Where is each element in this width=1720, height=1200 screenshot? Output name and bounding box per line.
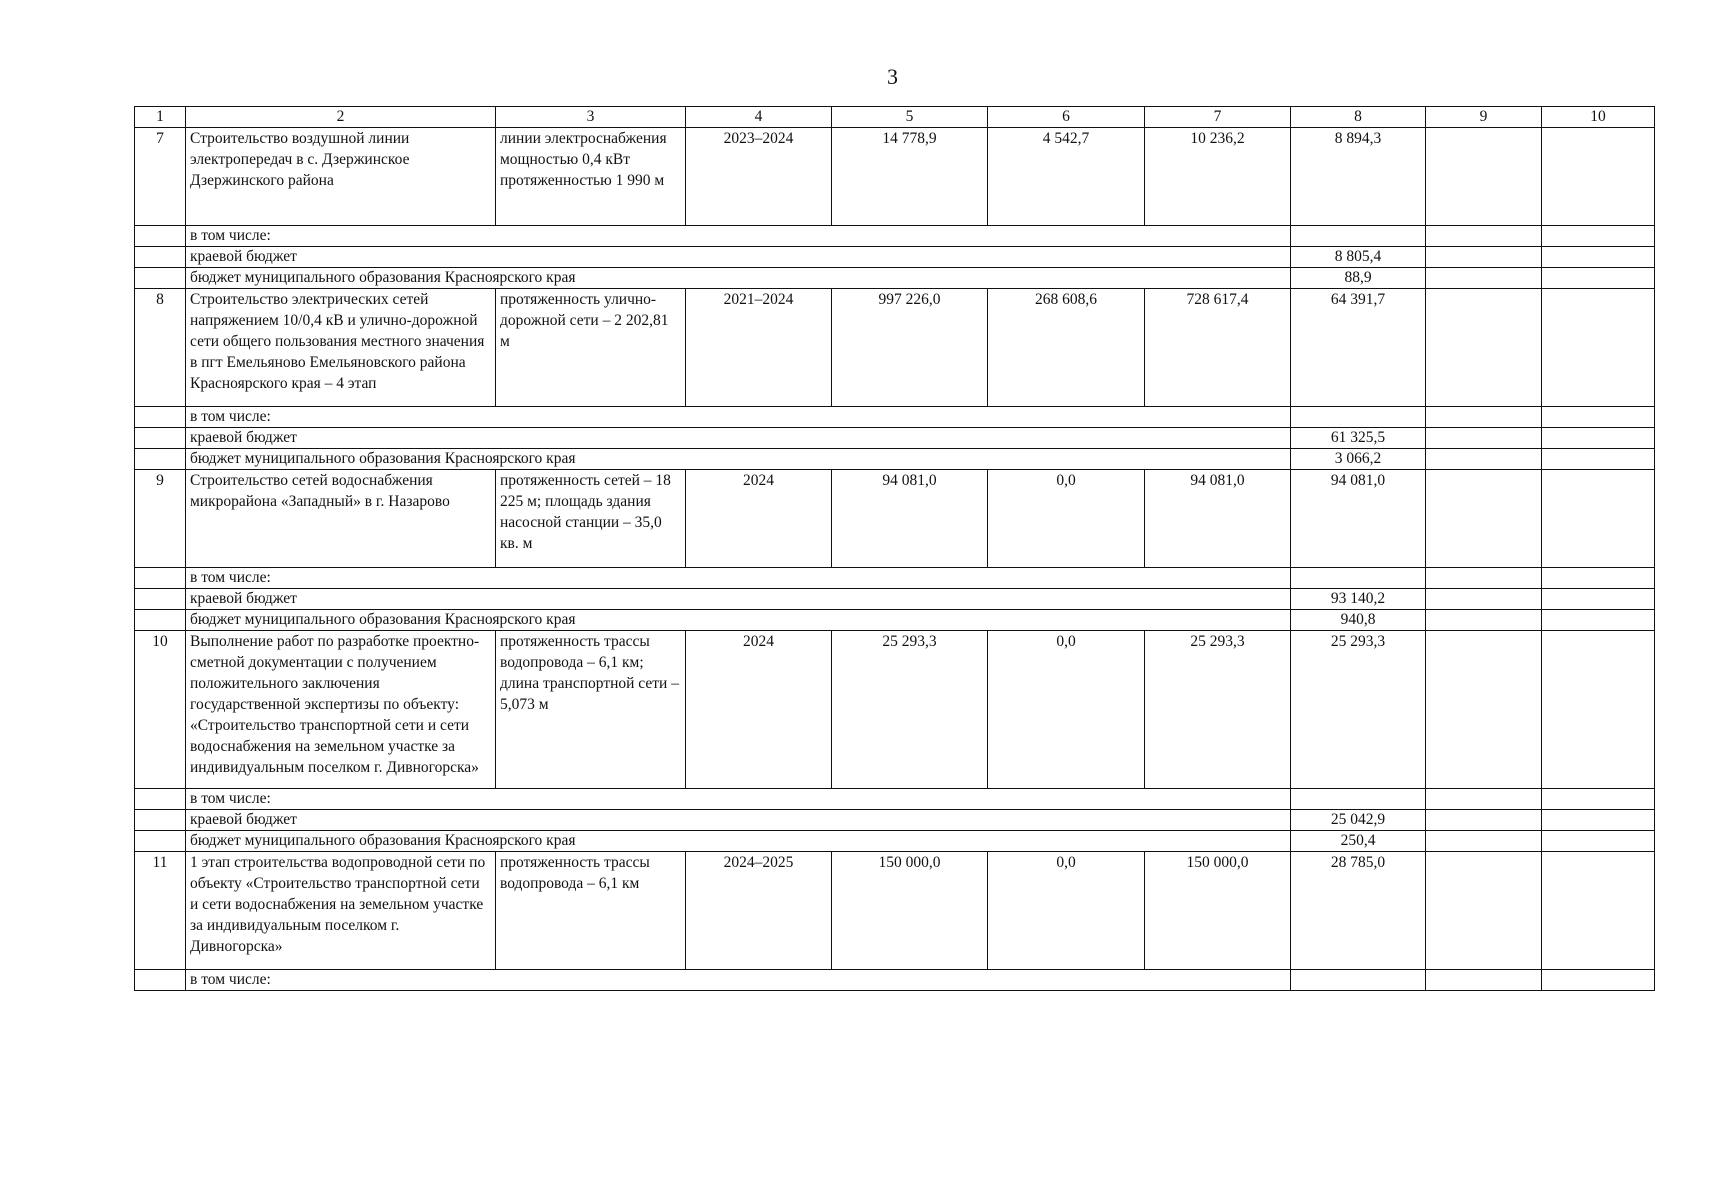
funded-before: 0,0 xyxy=(988,631,1145,789)
construction-years: 2024 xyxy=(686,470,832,568)
empty-cell xyxy=(1426,128,1542,226)
municipal-budget-label: бюджет муниципального образования Красноярского края xyxy=(186,610,1291,631)
municipal-budget-value: 88,9 xyxy=(1291,268,1426,289)
empty-cell xyxy=(1542,589,1655,610)
subtotal-header-row xyxy=(135,970,1655,991)
regional-budget-row xyxy=(135,247,1655,268)
object-capacity: протяженность трассы водопровода – 6,1 км; длина транспортной сети – 5,073 м xyxy=(496,631,686,789)
municipal-budget-value: 250,4 xyxy=(1291,831,1426,852)
empty-cell xyxy=(135,589,186,610)
empty-cell xyxy=(135,789,186,810)
remaining-cost: 10 236,2 xyxy=(1145,128,1291,226)
regional-budget-value: 93 140,2 xyxy=(1291,589,1426,610)
empty-cell xyxy=(1542,449,1655,470)
column-number: 2 xyxy=(186,107,496,128)
empty-cell xyxy=(1426,831,1542,852)
empty-cell xyxy=(1426,247,1542,268)
column-number: 6 xyxy=(988,107,1145,128)
empty-cell xyxy=(135,831,186,852)
remaining-cost: 94 081,0 xyxy=(1145,470,1291,568)
empty-cell xyxy=(1291,407,1426,428)
empty-cell xyxy=(1542,470,1655,568)
object-name: Выполнение работ по разработке проектно-сметной документации с получением положительного заключения государственной экспертизы по объекту: «Строительство транспортной сети и сети водоснабжения на земельном участке за индивидуальным поселком г. Дивногорска» xyxy=(186,631,496,789)
object-capacity: линии электроснабжения мощностью 0,4 кВт протяженностью 1 990 м xyxy=(496,128,686,226)
empty-cell xyxy=(135,610,186,631)
table-row xyxy=(135,631,1655,789)
row-number: 9 xyxy=(135,470,186,568)
row-number: 11 xyxy=(135,852,186,970)
regional-budget-row xyxy=(135,428,1655,449)
empty-cell xyxy=(1426,289,1542,407)
empty-cell xyxy=(1542,631,1655,789)
municipal-budget-label: бюджет муниципального образования Красноярского края xyxy=(186,831,1291,852)
empty-cell xyxy=(135,428,186,449)
empty-cell xyxy=(135,247,186,268)
construction-years: 2024–2025 xyxy=(686,852,832,970)
remaining-cost: 25 293,3 xyxy=(1145,631,1291,789)
empty-cell xyxy=(1542,289,1655,407)
column-number: 7 xyxy=(1145,107,1291,128)
regional-budget-value: 61 325,5 xyxy=(1291,428,1426,449)
municipal-budget-label: бюджет муниципального образования Красноярского края xyxy=(186,268,1291,289)
municipal-budget-label: бюджет муниципального образования Красноярского края xyxy=(186,449,1291,470)
column-number: 3 xyxy=(496,107,686,128)
empty-cell xyxy=(1542,226,1655,247)
regional-budget-value: 25 042,9 xyxy=(1291,810,1426,831)
funded-before: 4 542,7 xyxy=(988,128,1145,226)
column-number: 10 xyxy=(1542,107,1655,128)
object-capacity: протяженность улично-дорожной сети – 2 202,81 м xyxy=(496,289,686,407)
municipal-budget-value: 3 066,2 xyxy=(1291,449,1426,470)
subtotal-header-row xyxy=(135,568,1655,589)
column-number: 8 xyxy=(1291,107,1426,128)
column-number: 1 xyxy=(135,107,186,128)
empty-cell xyxy=(1542,247,1655,268)
regional-budget-row xyxy=(135,589,1655,610)
empty-cell xyxy=(1426,610,1542,631)
subtotal-header-row xyxy=(135,789,1655,810)
empty-cell xyxy=(1542,128,1655,226)
empty-cell xyxy=(135,407,186,428)
funding-value: 94 081,0 xyxy=(1291,470,1426,568)
empty-cell xyxy=(135,810,186,831)
empty-cell xyxy=(135,568,186,589)
empty-cell xyxy=(1542,831,1655,852)
empty-cell xyxy=(1426,407,1542,428)
regional-budget-label: краевой бюджет xyxy=(186,810,1291,831)
funding-value: 64 391,7 xyxy=(1291,289,1426,407)
construction-years: 2024 xyxy=(686,631,832,789)
table-row xyxy=(135,852,1655,970)
empty-cell xyxy=(1426,852,1542,970)
empty-cell xyxy=(135,226,186,247)
estimated-cost: 94 081,0 xyxy=(832,470,988,568)
empty-cell xyxy=(1426,226,1542,247)
regional-budget-label: краевой бюджет xyxy=(186,589,1291,610)
remaining-cost: 728 617,4 xyxy=(1145,289,1291,407)
estimated-cost: 150 000,0 xyxy=(832,852,988,970)
municipal-budget-row xyxy=(135,610,1655,631)
empty-cell xyxy=(1426,631,1542,789)
object-name: Строительство электрических сетей напряжением 10/0,4 кВ и улично-дорожной сети общего пользования местного значения в пгт Емельяново Емельяновского района Красноярского края – 4 этап xyxy=(186,289,496,407)
construction-years: 2023–2024 xyxy=(686,128,832,226)
subtotal-header-row xyxy=(135,407,1655,428)
empty-cell xyxy=(1426,970,1542,991)
municipal-budget-row xyxy=(135,831,1655,852)
empty-cell xyxy=(1291,789,1426,810)
row-number: 10 xyxy=(135,631,186,789)
funded-before: 0,0 xyxy=(988,852,1145,970)
empty-cell xyxy=(1542,852,1655,970)
object-name: Строительство сетей водоснабжения микрорайона «Западный» в г. Назарово xyxy=(186,470,496,568)
empty-cell xyxy=(1542,970,1655,991)
column-number: 5 xyxy=(832,107,988,128)
municipal-budget-row xyxy=(135,268,1655,289)
funding-value: 28 785,0 xyxy=(1291,852,1426,970)
empty-cell xyxy=(135,970,186,991)
empty-cell xyxy=(135,449,186,470)
empty-cell xyxy=(1426,470,1542,568)
empty-cell xyxy=(1542,789,1655,810)
remaining-cost: 150 000,0 xyxy=(1145,852,1291,970)
row-number: 7 xyxy=(135,128,186,226)
object-capacity: протяженность трассы водопровода – 6,1 км xyxy=(496,852,686,970)
construction-years: 2021–2024 xyxy=(686,289,832,407)
empty-cell xyxy=(1291,226,1426,247)
regional-budget-value: 8 805,4 xyxy=(1291,247,1426,268)
empty-cell xyxy=(1426,428,1542,449)
empty-cell xyxy=(1426,789,1542,810)
funding-value: 25 293,3 xyxy=(1291,631,1426,789)
in-that-number-label: в том числе: xyxy=(186,226,1291,247)
table-row xyxy=(135,470,1655,568)
empty-cell xyxy=(1291,568,1426,589)
funded-before: 268 608,6 xyxy=(988,289,1145,407)
estimated-cost: 25 293,3 xyxy=(832,631,988,789)
funding-value: 8 894,3 xyxy=(1291,128,1426,226)
empty-cell xyxy=(1542,610,1655,631)
in-that-number-label: в том числе: xyxy=(186,568,1291,589)
empty-cell xyxy=(1542,428,1655,449)
estimated-cost: 14 778,9 xyxy=(832,128,988,226)
column-number: 9 xyxy=(1426,107,1542,128)
empty-cell xyxy=(1542,268,1655,289)
object-name: 1 этап строительства водопроводной сети по объекту «Строительство транспортной сети и сети водоснабжения на земельном участке за индивидуальным поселком г. Дивногорска» xyxy=(186,852,496,970)
column-number: 4 xyxy=(686,107,832,128)
page-number: 3 xyxy=(887,64,898,89)
empty-cell xyxy=(1426,568,1542,589)
regional-budget-row xyxy=(135,810,1655,831)
empty-cell xyxy=(1542,810,1655,831)
in-that-number-label: в том числе: xyxy=(186,407,1291,428)
column-header-row xyxy=(135,107,1655,128)
municipal-budget-value: 940,8 xyxy=(1291,610,1426,631)
object-capacity: протяженность сетей – 18 225 м; площадь здания насосной станции – 35,0 кв. м xyxy=(496,470,686,568)
regional-budget-label: краевой бюджет xyxy=(186,247,1291,268)
funded-before: 0,0 xyxy=(988,470,1145,568)
subtotal-header-row xyxy=(135,226,1655,247)
table-row xyxy=(135,289,1655,407)
empty-cell xyxy=(1542,568,1655,589)
empty-cell xyxy=(1426,268,1542,289)
in-that-number-label: в том числе: xyxy=(186,789,1291,810)
in-that-number-label: в том числе: xyxy=(186,970,1291,991)
empty-cell xyxy=(1426,589,1542,610)
empty-cell xyxy=(1291,970,1426,991)
empty-cell xyxy=(1426,810,1542,831)
regional-budget-label: краевой бюджет xyxy=(186,428,1291,449)
municipal-budget-row xyxy=(135,449,1655,470)
empty-cell xyxy=(1426,449,1542,470)
estimated-cost: 997 226,0 xyxy=(832,289,988,407)
table-row xyxy=(135,128,1655,226)
empty-cell xyxy=(1542,407,1655,428)
budget-table xyxy=(134,106,1655,991)
object-name: Строительство воздушной линии электропередач в с. Дзержинское Дзержинского района xyxy=(186,128,496,226)
row-number: 8 xyxy=(135,289,186,407)
empty-cell xyxy=(135,268,186,289)
